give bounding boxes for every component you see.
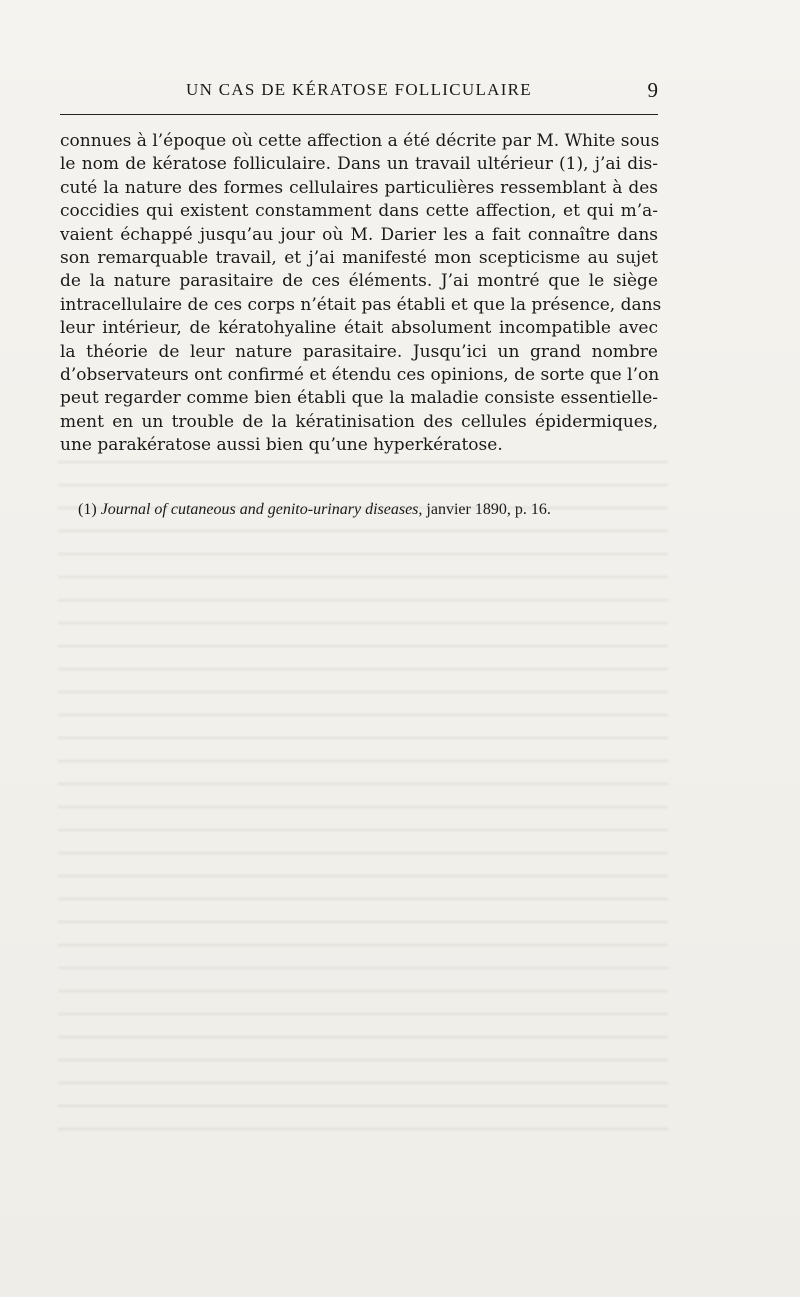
text-line: peut regarder comme bien établi que la maladie consiste essentielle- [60,388,658,409]
text-line: son remarquable travail, et j’ai manifesté mon scepticisme au sujet [60,248,658,269]
show-through-texture [58,450,668,1150]
text-line: cuté la nature des formes cellulaires particulières ressemblant à des [60,177,658,198]
footnote [78,500,658,520]
footnote-journal-title: Journal of cutaneous and genito-urinary diseases, [100,501,423,518]
text-line: coccidies qui existent constamment dans cette affection, et qui m’a- [60,201,658,222]
text-line: intracellulaire de ces corps n’était pas établi et que la présence, dans [60,294,662,315]
footnote-marker: (1) [78,501,97,518]
text-line: vaient échappé jusqu’au jour où M. Darier les a fait connaître dans [60,224,658,245]
footnote-citation: janvier 1890, p. 16. [426,501,551,518]
text-line: la théorie de leur nature parasitaire. Jusqu’ici un grand nombre [60,341,658,362]
page-number: 9 [647,78,658,102]
body-paragraph [60,130,662,458]
running-title: UN CAS DE KÉRATOSE FOLLICULAIRE [186,80,532,99]
text-line: une parakératose aussi bien qu’une hyperkératose. [60,435,503,456]
text-line: connues à l’époque où cette affection a été décrite par M. White sous [60,131,660,151]
header-rule [60,114,658,115]
text-line: ment en un trouble de la kératinisation des cellules épidermiques, [60,411,658,432]
text-line: le nom de kératose folliculaire. Dans un travail ultérieur (1), j’ai dis- [60,154,658,175]
text-line: d’observateurs ont confirmé et étendu ces opinions, de sorte que l’on [60,365,660,386]
text-line: leur intérieur, de kératohyaline était absolument incompatible avec [60,318,658,339]
text-line: de la nature parasitaire de ces éléments. J’ai montré que le siège [60,271,658,292]
running-header [60,78,658,106]
